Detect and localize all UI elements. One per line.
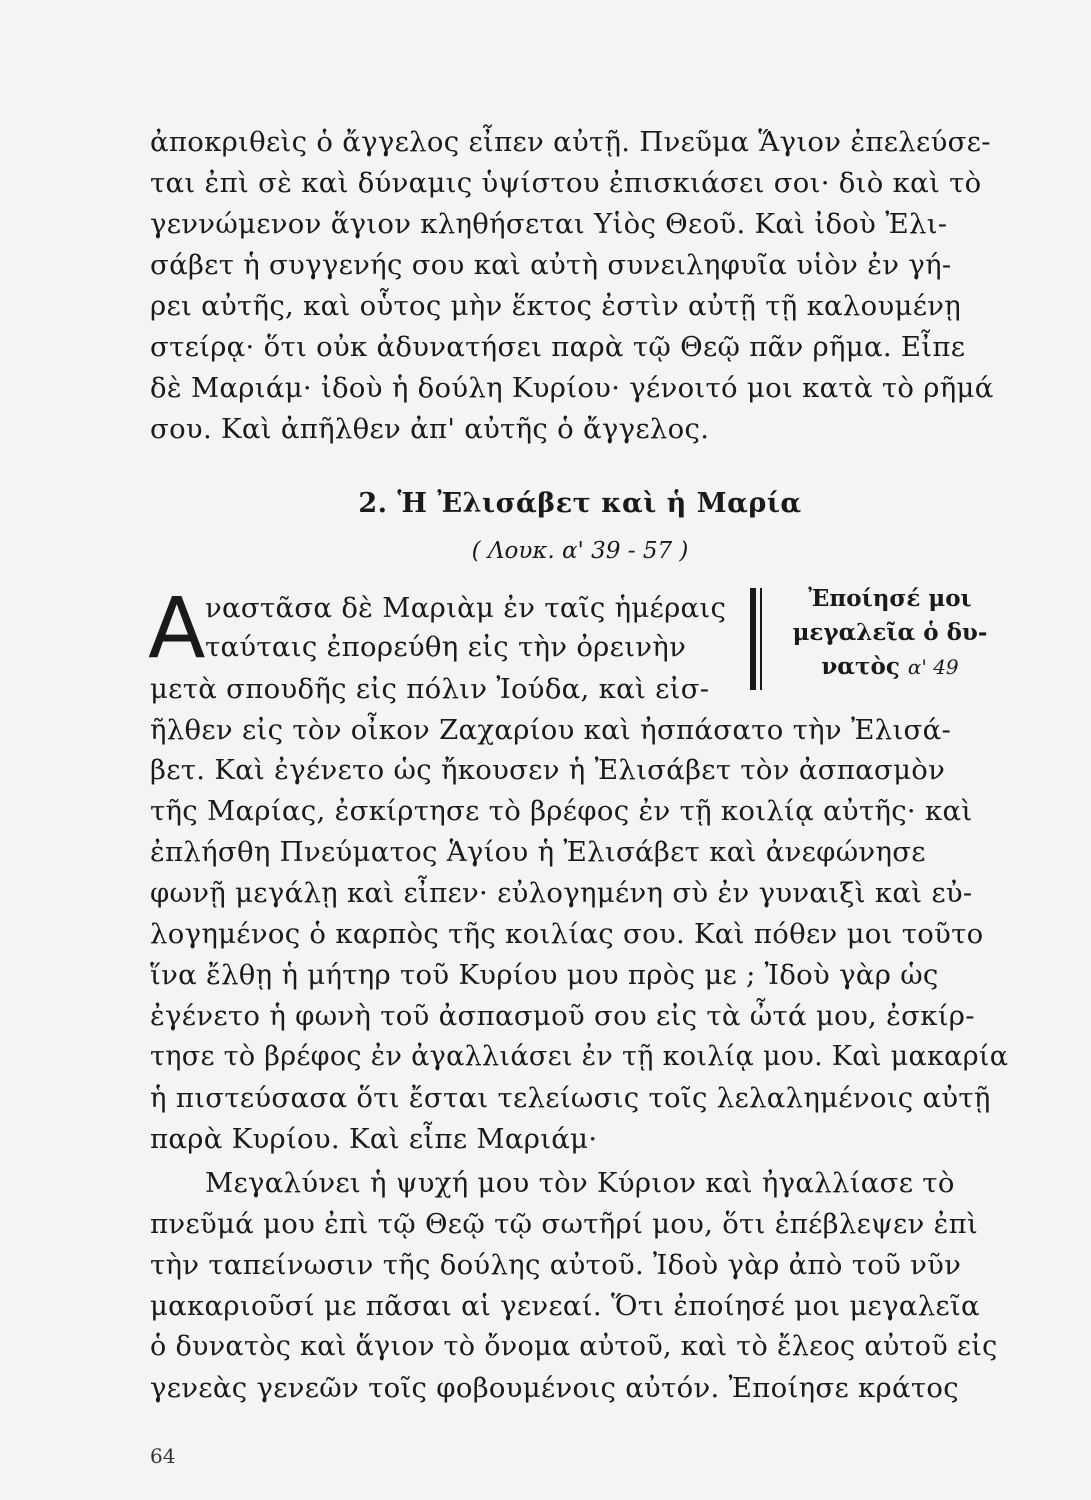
text-line: ρει αὐτῆς, καὶ οὗτος μὴν ἕκτος ἐστὶν αὐτῇ τῇ καλουμένῃ (150, 290, 962, 322)
text-line: ῆλθεν εἰς τὸν οἶκον Ζαχαρίου καὶ ἠσπάσατο τὴν Ἐλισά- (150, 714, 952, 746)
text-line: τὴν ταπείνωσιν τῆς δούλης αὐτοῦ. Ἰδοὺ γὰρ ἀπὸ τοῦ νῦν (150, 1249, 962, 1281)
text-line: Μεγαλύνει ἡ ψυχή μου τὸν Κύριον καὶ ἠγαλλίασε τὸ (205, 1167, 955, 1199)
margin-note-line (770, 650, 1010, 684)
page-number: 64 (150, 1444, 176, 1468)
margin-note-ref: α' 49 (907, 655, 959, 679)
text-line: βετ. Καὶ ἐγένετο ὡς ἤκουσεν ἡ Ἐλισάβετ τὸν ἀσπασμὸν (150, 754, 946, 786)
text-line: ἵνα ἔλθῃ ἡ μήτηρ τοῦ Κυρίου μου πρὸς με ; Ἰδοὺ γὰρ ὡς (150, 959, 939, 991)
margin-note (770, 582, 1010, 684)
margin-note-text: νατὸς (821, 653, 900, 680)
section-heading: 2. Ἡ Ἐλισάβετ καὶ ἡ Μαρία (358, 488, 802, 519)
text-line: ἀποκριθεὶς ὁ ἄγγελος εἶπεν αὐτῇ. Πνεῦμα Ἅγιον ἐπελεύσε- (150, 126, 991, 158)
text-line: πνεῦμά μου ἐπὶ τῷ Θεῷ τῷ σωτῆρί μου, ὅτι ἐπέβλεψεν ἐπὶ (150, 1208, 979, 1240)
text-line: τῆς Μαρίας, ἐσκίρτησε τὸ βρέφος ἐν τῇ κοιλίᾳ αὐτῆς· καὶ (150, 795, 973, 827)
text-line: γενεὰς γενεῶν τοῖς φοβουμένοις αὐτόν. Ἐποίησε κράτος (150, 1372, 959, 1404)
text-line: φωνῇ μεγάλῃ καὶ εἶπεν· εὐλογημένη σὺ ἐν γυναιξὶ καὶ εὐ- (150, 877, 973, 909)
margin-note-line: Ἐποίησέ μοι (808, 585, 972, 612)
text-line: ἐπλήσθη Πνεύματος Ἁγίου ἡ Ἐλισάβετ καὶ ἀνεφώνησε (150, 836, 926, 868)
text-line: ταύταις ἐπορεύθη εἰς τὴν ὀρεινὴν (205, 631, 687, 663)
text-line: γεννώμενον ἅγιον κληθήσεται Υἱὸς Θεοῦ. Καὶ ἰδοὺ Ἐλι- (150, 208, 948, 240)
text-line: δὲ Μαριάμ· ἰδοὺ ἡ δούλη Κυρίου· γένοιτό μοι κατὰ τὸ ρῆμά (150, 372, 994, 404)
text-line: σου. Καὶ ἀπῆλθεν ἀπ' αὐτῆς ὁ ἄγγελος. (150, 413, 710, 445)
scripture-reference: ( Λουκ. α' 39 - 57 ) (471, 538, 689, 564)
margin-rule (750, 588, 756, 690)
text-line: τησε τὸ βρέφος ἐν ἀγαλλιάσει ἐν τῇ κοιλίᾳ μου. Καὶ μακαρία (150, 1041, 1009, 1072)
text-line: παρὰ Κυρίου. Καὶ εἶπε Μαριάμ· (150, 1123, 598, 1155)
text-line: σάβετ ἡ συγγενής σου καὶ αὐτὴ συνειληφυῖα υἱὸν ἐν γή- (150, 249, 952, 281)
text-line: ται ἐπὶ σὲ καὶ δύναμις ὑψίστου ἐπισκιάσει σοι· διὸ καὶ τὸ (150, 167, 982, 199)
text-line: ναστᾶσα δὲ Μαριὰμ ἐν ταῖς ἡμέραις (205, 592, 727, 624)
text-line: ὁ δυνατὸς καὶ ἅγιον τὸ ὄνομα αὐτοῦ, καὶ τὸ ἔλεος αὐτοῦ εἰς (150, 1331, 998, 1362)
text-line: ἡ πιστεύσασα ὅτι ἔσται τελείωσις τοῖς λελαλημένοις αὐτῇ (150, 1082, 991, 1114)
margin-note-line: μεγαλεῖα ὁ δυ- (792, 619, 988, 646)
text-line: λογημένος ὁ καρπὸς τῆς κοιλίας σου. Καὶ πόθεν μοι τοῦτο (150, 918, 984, 950)
text-line: στείρᾳ· ὅτι οὐκ ἀδυνατήσει παρὰ τῷ Θεῷ πᾶν ρῆμα. Εἶπε (150, 331, 966, 363)
text-line: μετὰ σπουδῆς εἰς πόλιν Ἰούδα, καὶ εἰσ- (150, 673, 710, 705)
text-line: μακαριοῦσί με πᾶσαι αἱ γενεαί. Ὅτι ἐποίησέ μοι μεγαλεῖα (150, 1290, 980, 1322)
text-line: ἐγένετο ἡ φωνὴ τοῦ ἀσπασμοῦ σου εἰς τὰ ὦτά μου, ἐσκίρ- (150, 1000, 975, 1032)
margin-rule (760, 588, 762, 690)
drop-cap: Α (148, 579, 206, 677)
